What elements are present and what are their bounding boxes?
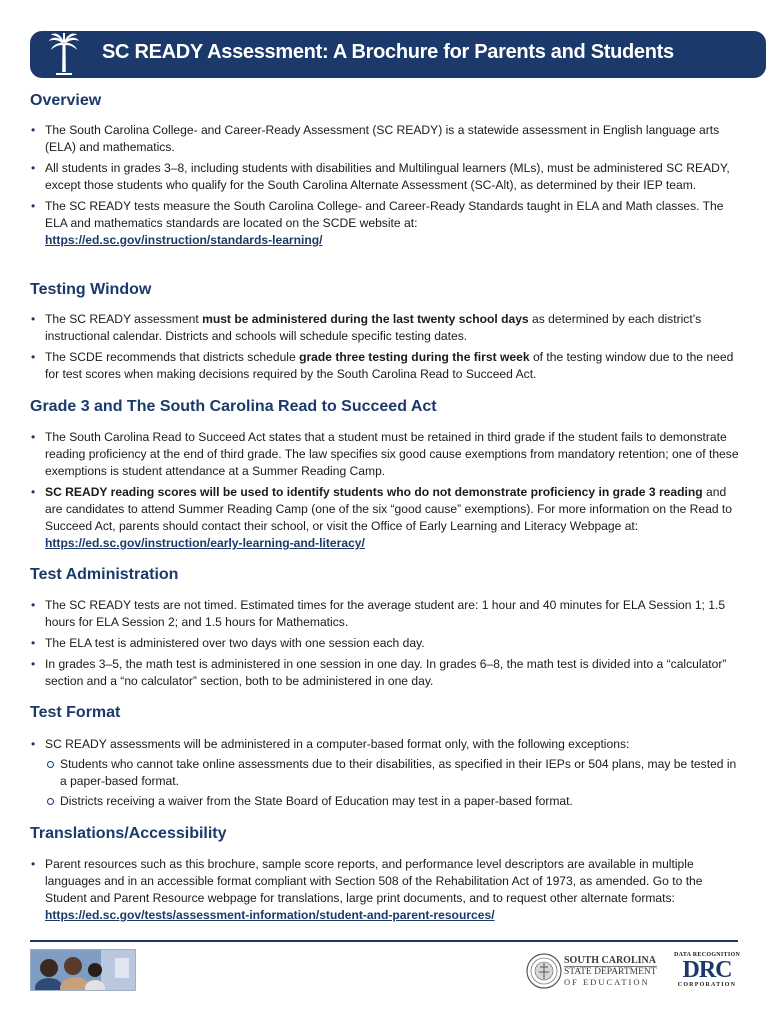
drc-logo <box>674 952 740 996</box>
list-item: • All students in grades 3–8, including students with disabilities and Multilingual learners (MLs), must be administered SC READY, except those students who qualify for the South Carolina Alternate Assessment (SC-Alt), as determined by their IEP team. <box>30 160 742 194</box>
list-item: • The South Carolina Read to Succeed Act states that a student must be retained in third grade if the student fails to demonstrate reading proficiency at the end of third grade. The law specifies six good cause exemptions from mandatory retention; one of these exemptions is student attendance at a Summer Reading Camp. <box>30 429 742 480</box>
test-administration-list <box>30 597 742 694</box>
scde-logo <box>526 953 666 991</box>
list-item: • The ELA test is administered over two days with one session each day. <box>30 635 742 652</box>
students-photo <box>30 949 136 991</box>
scde-line3: OF EDUCATION <box>564 977 650 987</box>
footer-divider <box>30 940 738 942</box>
test-format-sublist <box>45 756 742 810</box>
standards-learning-link[interactable]: https://ed.sc.gov/instruction/standards-learning/ <box>45 233 323 247</box>
list-item: • The SC READY tests are not timed. Estimated times for the average student are: 1 hour and 40 minutes for ELA Session 1; 1.5 hours for ELA Session 2; and 1.5 hours for Mathematics. <box>30 597 742 631</box>
list-item: • SC READY reading scores will be used to identify students who do not demonstrate proficiency in grade 3 reading and are candidates to attend Summer Reading Camp (one of the six “good cause” exemptions). For more information on the Read to Succeed Act, parents should contact their school, or visit the Office of Early Learning and Literacy Webpage at: https://ed.sc.gov/instruction/early-learning-and-literacy/ <box>30 484 742 552</box>
scde-line2: STATE DEPARTMENT <box>564 967 657 977</box>
test-format-heading: Test Format <box>30 704 121 721</box>
brochure-title: SC READY Assessment: A Brochure for Parents and Students <box>102 41 674 63</box>
test-format-list <box>30 736 742 814</box>
list-item: • In grades 3–5, the math test is administered in one session in one day. In grades 6–8, the math test is divided into a “calculator” section and a “no calculator” section, both to be administered in one day. <box>30 656 742 690</box>
testing-window-heading: Testing Window <box>30 281 152 298</box>
overview-heading: Overview <box>30 92 102 109</box>
testing-window-list <box>30 311 742 387</box>
drc-letter-r: R <box>698 957 716 983</box>
list-item: • The South Carolina College- and Career-Ready Assessment (SC READY) is a statewide assessment in English language arts (ELA) and mathematics. <box>30 122 742 156</box>
students-photo-illustration <box>31 950 135 990</box>
translations-heading: Translations/Accessibility <box>30 825 227 842</box>
early-learning-link[interactable]: https://ed.sc.gov/instruction/early-learning-and-literacy/ <box>45 536 365 550</box>
drc-letter-d: D <box>682 957 699 983</box>
state-seal-icon <box>526 953 562 989</box>
palmetto-tree-icon <box>48 32 80 76</box>
overview-list <box>30 122 742 253</box>
list-item: • The SC READY assessment must be administered during the last twenty school days as determined by each district’s instructional calendar. Districts and schools will schedule specific testing dates. <box>30 311 742 345</box>
sub-list-item: Districts receiving a waiver from the State Board of Education may test in a paper-based format. <box>45 793 742 810</box>
list-item: • The SC READY tests measure the South Carolina College- and Career-Ready Standards taught in ELA and Math classes. The ELA and mathematics standards are located on the SCDE website at: https://ed.sc.gov/instruction/standards-learning/ <box>30 198 742 249</box>
list-item: • The SCDE recommends that districts schedule grade three testing during the first week of the testing window due to the need for test scores when making decisions required by the South Carolina Read to Succeed Act. <box>30 349 742 383</box>
list-item: • SC READY assessments will be administered in a computer-based format only, with the following exceptions: Students who cannot take online assessments due to their disabilities, as specified in their IEPs or 504 plans, may be tested in a paper-based format. Districts receiving a waiver from the State Board of Education may test in a paper-based format. <box>30 736 742 810</box>
translations-list <box>30 856 742 928</box>
sub-list-item: Students who cannot take online assessments due to their disabilities, as specified in their IEPs or 504 plans, may be tested in a paper-based format. <box>45 756 742 790</box>
read-to-succeed-heading: Grade 3 and The South Carolina Read to Succeed Act <box>30 398 437 415</box>
read-to-succeed-list <box>30 429 742 556</box>
scde-line1: SOUTH CAROLINA <box>564 955 656 966</box>
title-banner <box>30 31 766 78</box>
list-item: • Parent resources such as this brochure, sample score reports, and performance level descriptors are available in multiple languages and in an accessible format compliant with Section 508 of the Rehabilitation Act of 1973, as amended. Go to the Student and Parent Resource webpage for translations, large print documents, and to request other alternate formats: https://ed.sc.gov/tests/assessment-information/student-and-parent-resources/ <box>30 856 742 924</box>
drc-top-text: DATA RECOGNITION <box>674 952 741 958</box>
drc-letter-c: C <box>715 957 732 983</box>
drc-bottom-text: CORPORATION <box>677 982 737 988</box>
student-parent-resources-link[interactable]: https://ed.sc.gov/tests/assessment-information/student-and-parent-resources/ <box>45 908 495 922</box>
test-administration-heading: Test Administration <box>30 566 179 583</box>
